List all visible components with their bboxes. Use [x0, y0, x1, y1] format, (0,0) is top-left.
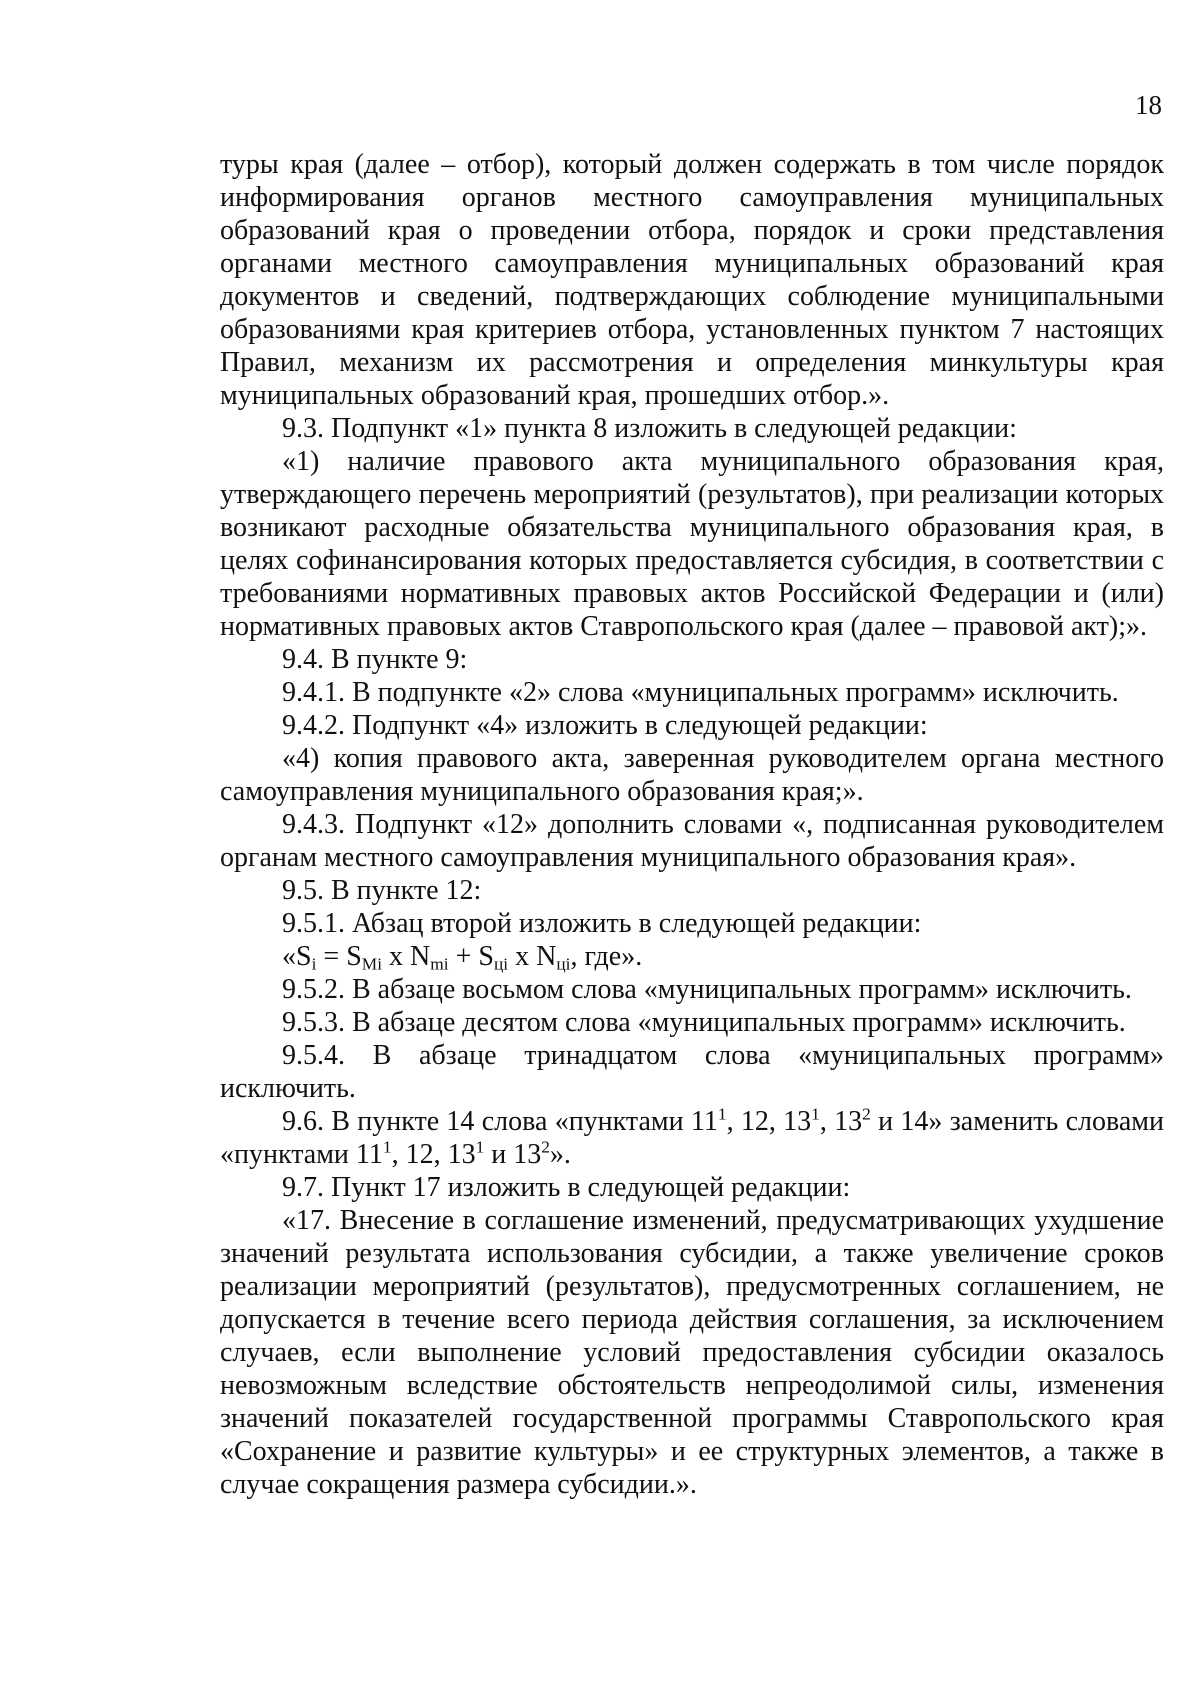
formula-eq: = S	[316, 941, 362, 972]
formula-sub-mi-2: mi	[430, 954, 449, 974]
paragraph-subitem-4-text: «4) копия правового акта, заверенная руководителем органа местного самоуправления муниципального образования края;».	[220, 743, 1164, 807]
document-body	[220, 148, 1164, 1501]
paragraph-item-17-text: «17. Внесение в соглашение изменений, предусматривающих ухудшение значений результата использования субсидии, а также увеличение сроков реализации мероприятий (результатов), предусмотренных соглашением, не допускается в течение всего периода действия соглашения, за исключением случаев, если выполнение условий предоставления субсидии оказалось невозможным вследствие обстоятельств непреодолимой силы, изменения значений показателей государственной программы Ставропольского края «Сохранение и развитие культуры» и ее структурных элементов, а также в случае сокращения размера субсидии.».	[220, 1205, 1164, 1500]
paragraph-9-5: 9.5. В пункте 12:	[282, 875, 482, 906]
p15-sup-3: 2	[862, 1104, 871, 1124]
p15-sup-2: 1	[811, 1104, 820, 1124]
page-number: 18	[1135, 90, 1162, 120]
p15-text-4: и 14» заменить словами «пунктами 11	[220, 1106, 1164, 1170]
formula-sub-mi: Mi	[361, 954, 383, 974]
p15-sup-6: 2	[541, 1137, 550, 1157]
paragraph-9-4-3: 9.4.3. Подпункт «12» дополнить словами «, подписанная руководителем органам местного самоуправления муниципального образования края».	[220, 809, 1164, 873]
formula-sub-ci-2: цi	[556, 954, 571, 974]
paragraph-9-4-2: 9.4.2. Подпункт «4» изложить в следующей редакции:	[282, 710, 928, 741]
p15-text-3: , 13	[819, 1106, 863, 1137]
paragraph-continuation: туры края (далее – отбор), который должен содержать в том числе порядок информирования органов местного самоуправления муниципальных образований края о проведении отбора, порядок и сроки представления органами местного самоуправления муниципальных образований края документов и сведений, подтверждающих соблюдение муниципальными образованиями края критериев отбора, установленных пунктом 7 настоящих Правил, механизм их рассмотрения и определения минкультуры края муниципальных образований края, прошедших отбор.».	[220, 149, 1164, 411]
paragraph-9-4: 9.4. В пункте 9:	[282, 644, 468, 675]
paragraph-9-5-4: 9.5.4. В абзаце тринадцатом слова «муниципальных программ» исключить.	[220, 1040, 1164, 1104]
formula-line	[220, 940, 1164, 973]
paragraph-9-3: 9.3. Подпункт «1» пункта 8 изложить в следующей редакции:	[282, 413, 1017, 444]
formula-open: «S	[282, 941, 312, 972]
p15-text-2: , 12, 13	[726, 1106, 812, 1137]
paragraph-subitem-1-text: «1) наличие правового акта муниципального образования края, утверждающего перечень мероприятий (результатов), при реализации которых возникают расходные обязательства муниципального образования края, в целях софинансирования которых предоставляется субсидия, в соответствии с требованиями нормативных правовых актов Российской Федерации и (или) нормативных правовых актов Ставропольского края (далее – правовой акт);».	[220, 446, 1164, 642]
p15-text-5: , 12, 13	[391, 1139, 476, 1170]
formula-times-n: x N	[382, 941, 431, 972]
p15-sup-5: 1	[475, 1137, 485, 1157]
paragraph-9-5-1: 9.5.1. Абзац второй изложить в следующей редакции:	[282, 908, 922, 939]
formula-plus: + S	[448, 941, 494, 972]
formula-sub-ci: цi	[493, 954, 509, 974]
formula-sub-i: i	[311, 954, 317, 974]
paragraph-9-4-1: 9.4.1. В подпункте «2» слова «муниципальных программ» исключить.	[282, 677, 1119, 708]
p15-text-7: ».	[549, 1139, 571, 1170]
p15-sup-4: 1	[382, 1137, 392, 1157]
paragraph-9-7: 9.7. Пункт 17 изложить в следующей редакции:	[282, 1172, 851, 1203]
paragraph-9-5-2: 9.5.2. В абзаце восьмом слова «муниципальных программ» исключить.	[282, 974, 1132, 1005]
p15-text-6: и 13	[484, 1139, 542, 1170]
formula-times-n-2: x N	[508, 941, 557, 972]
paragraph-9-6	[220, 1105, 1164, 1171]
formula-tail: , где».	[570, 941, 643, 972]
p15-text-1: 9.6. В пункте 14 слова «пунктами 11	[282, 1106, 718, 1137]
p15-sup-1: 1	[717, 1104, 727, 1124]
paragraph-9-5-3: 9.5.3. В абзаце десятом слова «муниципальных программ» исключить.	[282, 1007, 1126, 1038]
